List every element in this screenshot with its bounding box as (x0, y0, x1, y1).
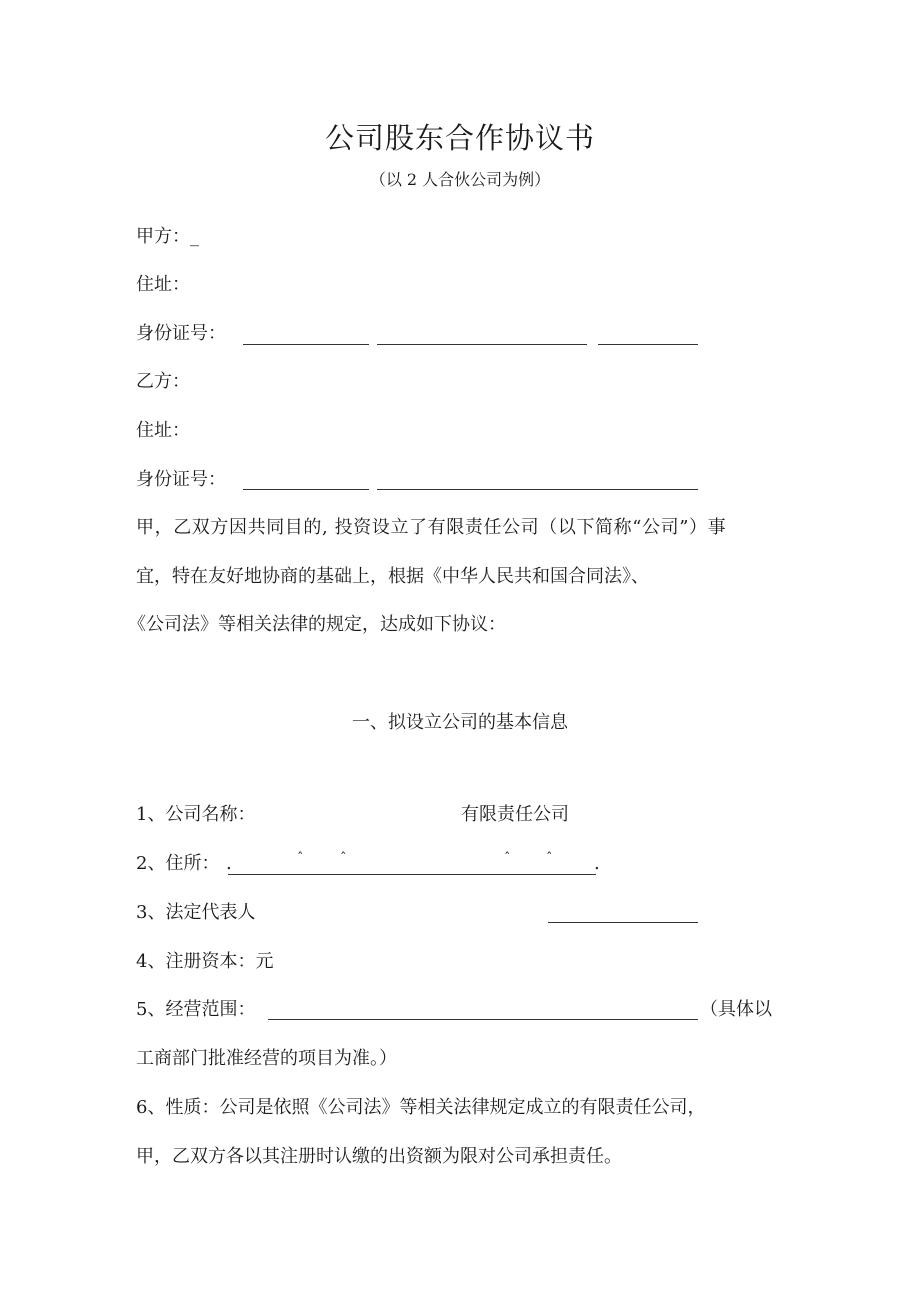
party-a-id-blank-1 (243, 344, 369, 345)
scope-line-2: 工商部门批准经营的项目为准。） (136, 1048, 397, 1069)
party-a-id-blank-3 (598, 344, 698, 345)
section-1-heading: 一、拟设立公司的基本信息 (352, 712, 568, 733)
party-a-address: 住址： (136, 274, 190, 295)
nature-line-2: 甲，乙双方各以其注册时认缴的出资额为限对公司承担责任。 (136, 1146, 622, 1167)
scope-label: 5、经营范围： (136, 999, 256, 1020)
address-caret-1: ˆ (297, 851, 304, 866)
legal-rep-blank (548, 922, 698, 923)
party-b-id-blank-1 (243, 489, 369, 490)
address-label: 2、住所： (136, 853, 220, 874)
preamble-line-2: 宜，特在友好地协商的基础上，根据《中华人民共和国合同法》、 (136, 566, 649, 587)
address-dot-start: . (226, 853, 232, 874)
address-dot-end: . (594, 853, 600, 874)
party-a-id-blank-2 (377, 344, 587, 345)
party-b-address: 住址： (136, 420, 190, 441)
scope-blank (268, 1019, 698, 1020)
party-a-id-label: 身份证号： (136, 323, 226, 344)
nature-line-1: 6、性质：公司是依照《公司法》等相关法律规定成立的有限责任公司， (136, 1097, 706, 1118)
company-name-label: 1、公司名称： (136, 804, 256, 825)
capital-label: 4、注册资本：元 (136, 951, 274, 972)
legal-rep-label: 3、法定代表人 (136, 902, 256, 923)
address-caret-3: ˆ (504, 851, 511, 866)
address-blank (228, 874, 596, 875)
preamble-line-3: 《公司法》等相关法律的规定，达成如下协议： (128, 614, 506, 635)
party-b-id-blank-2 (377, 489, 698, 490)
preamble-line-1: 甲，乙双方因共同目的, 投资设立了有限责任公司（以下简称“公司”）事 (136, 517, 727, 538)
address-caret-2: ˆ (340, 851, 347, 866)
address-caret-4: ˆ (546, 851, 553, 866)
party-b-name: 乙方： (136, 371, 190, 392)
scope-suffix: （具体以 (700, 999, 772, 1020)
document-title: 公司股东合作协议书 (324, 121, 595, 155)
document-subtitle: （以 2 人合伙公司为例） (369, 170, 551, 189)
company-name-suffix: 有限责任公司 (461, 804, 569, 825)
party-a-name: 甲方：_ (136, 226, 199, 247)
party-b-id-label: 身份证号： (136, 469, 226, 490)
